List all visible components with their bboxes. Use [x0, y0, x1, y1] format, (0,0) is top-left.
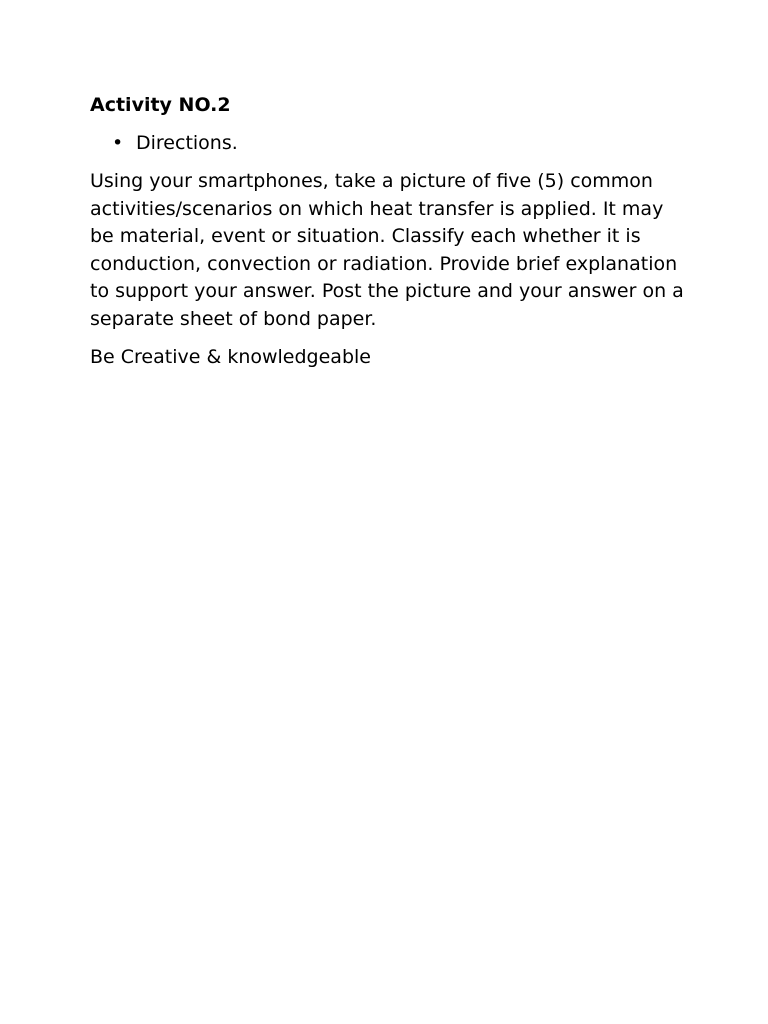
document-title: Activity NO.2	[90, 94, 231, 116]
instructions-paragraph: Using your smartphones, take a picture of five (5) common activities/scenarios on which heat transfer is applied. It may be material, event or situation. Classify each whether it is conduction, convection or radiation. Provide brief explanation to support your answer. Post the picture and your answer on a separate sheet of bond paper.	[90, 170, 684, 330]
document-content	[90, 92, 690, 370]
bullet-list	[90, 130, 690, 156]
list-item	[90, 130, 690, 156]
closing-line: Be Creative & knowledgeable	[90, 345, 371, 368]
bullet-text: Directions.	[136, 132, 238, 154]
bullet-marker: •	[112, 132, 124, 154]
